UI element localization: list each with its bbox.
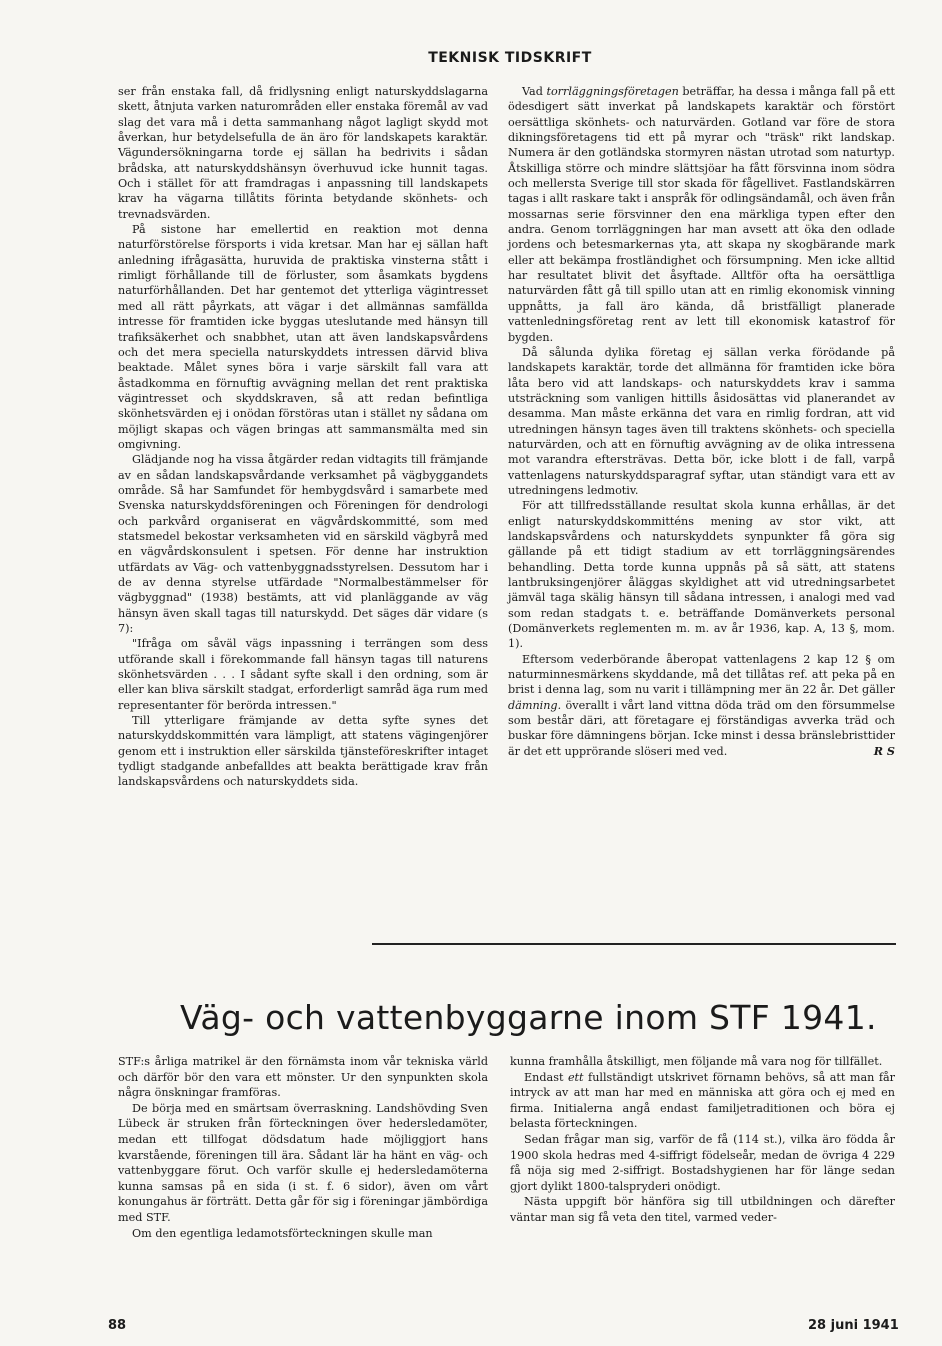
article1-left-column [118, 84, 488, 790]
text-run: Eftersom vederbörande åberopat vattenlagens 2 kap 12 § om naturminnesmärkens skyddande, må det tillåtas ref. att peka på en brist i denna lag, som nu varit i tillämpning mer än 22 år. Det gäller [508, 652, 895, 697]
paragraph: På sistone har emellertid en reaktion mot denna naturförstörelse försports i vida kretsar. Man har ej sällan haft anledning ifrågasätta, huruvida de praktiska vinsterna stått i rimligt förhållande till de förluster, som åsamkats bygdens naturförhållanden. Det har gentemot det ytterliga vägintresset med all rätt påyrkats, att vägar i det allmännas samfällda intresse för framtiden icke byggas uteslutande med hänsyn till trafiksäkerhet och snabbhet, utan att även landskapsvårdens och det mera speciella naturskyddets intressen därvid bliva beaktade. Målet synes böra i varje särskilt fall vara att åstadkomma en förnuftig avvägning mellan det rent praktiska vägintresset och skyddskraven, så att redan befintliga skönhetsvärden ej i onödan förstöras utan i stället ny sådana om möjligt skapas och vägen bringas att sammansmälta med sin omgivning. [118, 223, 488, 451]
paragraph: ser från enstaka fall, då fridlysning enligt naturskyddslagarna skett, åtnjuta varken naturområden eller enstaka föremål av vad slag det vara må i detta sammanhang något lagligt skydd mot åverkan, hur betydelsefulla de än äro för landskapets karaktär. Vägundersökningarna torde ej sällan ha bedrivits i sådan brådska, att naturskyddshänsyn överhuvud icke hunnit tagas. Och i stället för att framdragas i anpassning till landskapets krav ha vägarna tillåtits förinta betydande skönhets- och trevnadsvärden. [118, 85, 488, 221]
text-run: Vad [522, 85, 547, 98]
quote-paragraph: "Ifråga om såväl vägs inpassning i terrängen som dess utförande skall i förekommande fall hänsyn tagas till naturens skönhetsvärden . . . I sådant syfte skall i den ordning, som är eller kan bliva särskilt stadgat, erforderligt samråd äga rum med representanter för berörda intressen." [118, 637, 488, 712]
paragraph: För att tillfredsställande resultat skola kunna erhållas, är det enligt naturskyddskommitténs mening av stor vikt, att landskapsvårdens och naturskyddets synpunkter få göra sig gällande på ett tidigt stadium av ett torrläggningsärendes behandling. Detta torde kunna uppnås på så sätt, att statens lantbruksingenjörer åläggas skyldighet att vid utredningsarbetet jämväl taga skälig hänsyn till sådana intressen, i analogi med vad som redan stadgats t. e. beträffande Domänverkets personal (Domänverkets reglementen m. m. av år 1936, kap. A, 13 §, mom. 1). [508, 499, 895, 651]
paragraph: kunna framhålla åtskilligt, men följande må vara nog för tillfället. [510, 1055, 883, 1068]
paragraph: Nästa uppgift bör hänföra sig till utbildningen och därefter väntar man sig få veta den titel, varmed veder- [510, 1195, 895, 1224]
text-run: fullständigt utskrivet förnamn behövs, så att man får intryck av att man har med en människa att göra och ej med en firma. Initialerna angå endast familjetraditionen och böra ej belasta förteckningen. [510, 1070, 896, 1131]
paragraph [510, 1070, 895, 1132]
emphasis: dämning. [508, 698, 562, 712]
paragraph [508, 652, 895, 759]
paragraph: Om den egentliga ledamotsförteckningen skulle man [132, 1226, 433, 1240]
journal-title: TEKNISK TIDSKRIFT [428, 50, 592, 66]
text-run: Endast [524, 1070, 568, 1084]
paragraph: STF:s årliga matrikel är den förnämsta inom vår tekniska värld och därför bör den vara ett mönster. Ur den synpunkten skola några önskningar framföras. [118, 1055, 488, 1100]
paragraph: De börja med en smärtsam överraskning. Landshövding Sven Lübeck är struken från förteckningen över hedersledamöter, medan ett tillfogat dödsdatum hade möjliggjort hans kvarstående, föreningen till ära. Sådant lär ha hänt en väg- och vattenbyggare förut. Och varför skulle ej hedersledamöterna kunna samsas på en sida (i st. f. 6 sidor), även om vårt konungahus är förträtt. Detta går för sig i föreningar jämbördiga med STF. [118, 1101, 488, 1224]
section-divider [372, 943, 896, 945]
paragraph [508, 84, 895, 345]
paragraph: Glädjande nog ha vissa åtgärder redan vidtagits till främjande av en sådan landskapsvårdande verksamhet på vägbyggandets område. Så har Samfundet för hembygdsvård i samarbete med Svenska naturskyddsföreningen och Föreningen för dendrologi och parkvård organiserat en vägvårdskommitté, som med statsmedel bekostar verksamheten vid en särskild vägbyrå med en vägvårdskonsulent i spetsen. För denne har instruktion utfärdats av Väg- och vattenbyggnadsstyrelsen. Dessutom har i de av denna styrelse utfärdade "Normalbestämmelser för vägbyggnad" (1938) bestämts, att vid planläggande av väg hänsyn även skall tagas till naturskydd. Det säges där vidare (s 7): [118, 453, 488, 636]
text-run: överallt i vårt land vittna döda träd om den försummelse som består däri, att företagare ej förständigas avverka träd och buskar före dämningens början. Icke minst i dessa bränslebristtider är det ett upprörande slöseri med ved. [508, 698, 895, 758]
emphasis: ett [567, 1070, 584, 1084]
paragraph: Då sålunda dylika företag ej sällan verka förödande på landskapets karaktär, torde det allmänna för framtiden icke böra låta bero vid att landskaps- och naturskyddets krav i samma utsträckning som vanligen hittills åsidosättas vid planerandet av desamma. Man måste erkänna det vara en rimlig fordran, att vid utredningen hänsyn tages även till traktens skönhets- och speciella naturvärden, och att en förnuftig avvägning av de olika intressena mot varandra eftersträvas. Detta bör, icke blott i de fall, varpå vattenlagens naturskyddsparagraf syftar, utan ständigt vara ett av utredningens ledmotiv. [508, 345, 895, 497]
article2-right-column [510, 1054, 895, 1226]
page-number: 88 [108, 1318, 127, 1333]
paragraph: Sedan frågar man sig, varför de få (114 st.), vilka äro födda år 1900 skola hedras med 4-siffrigt födelseår, medan de övriga 4 229 få nöja sig med 2-siffrigt. Bostadshygienen har för länge sedan gjort dylikt 1800-talspryderi onödigt. [510, 1132, 895, 1193]
emphasis: torrläggningsföretagen [546, 85, 679, 98]
article2-left-column [118, 1054, 488, 1241]
author-signature: R S [873, 743, 895, 758]
text-run: beträffar, ha dessa i många fall på ett ödesdigert sätt inverkat på landskapets karaktär och förstört oersättliga skönhets- och naturvärden. Gotland var före de stora dikningsföretagens tid ett på myrar och "träsk" rikt landskap. Numera är den gotländska stormyren nästan utrotad som naturtyp. Åtskilliga större och mindre slättsjöar ha fått försvinna inom södra och mellersta Sverige till stor skada för fågellivet. Fastlandskärren tagas i allt raskare takt i anspråk för odlingsändamål, och även från mossarnas serie försvinner den ena märkliga typen efter den andra. Genom torrläggningen har man avsett att öka den odlade jordens och betesmarkernas yta, att skapa ny skogbärande mark eller att bekämpa frostländighet och försumpning. Men icke alltid har resultatet blivit det åsyftade. Alltför ofta ha oersättliga naturvärden fått gå till spillo utan att en rimlig ekonomisk vinning uppnåtts, ja fall äro kända, då bristfälligt planerade vattenledningsföretag rent av lett till ekonomisk katastrof för bygden. [508, 85, 895, 344]
article2-headline: Väg- och vattenbyggarne inom STF 1941. [180, 998, 877, 1037]
issue-date: 28 juni 1941 [808, 1318, 899, 1333]
paragraph: Till ytterligare främjande av detta syfte synes det naturskyddskommittén vara lämpligt, att statens vägingenjörer genom ett i instruktion eller särskilda tjänsteföreskrifter intaget tydligt stadgande anbefalldes att beakta berättigade krav från landskapsvårdens och naturskyddets sida. [118, 714, 488, 789]
article1-right-column [508, 84, 895, 759]
